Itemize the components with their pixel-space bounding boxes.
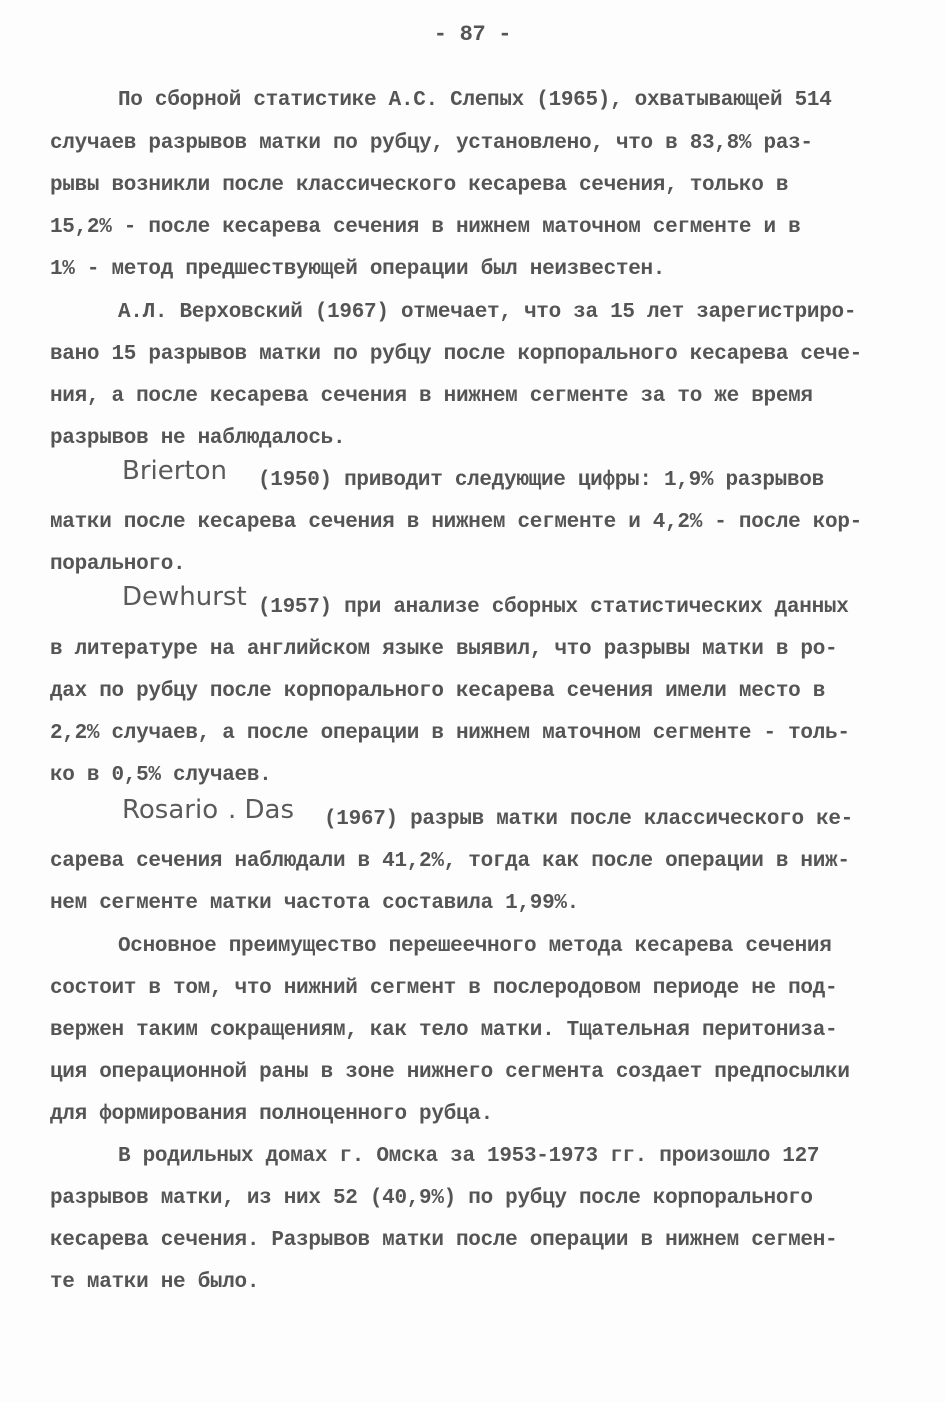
text-line: (1967) разрыв матки после классического ке- xyxy=(324,808,853,831)
handwritten-name: Brierton xyxy=(122,456,228,486)
text-line: А.Л. Верховский (1967) отмечает, что за 15 лет зарегистриро- xyxy=(118,301,857,324)
text-line: вержен таким сокращениям, как тело матки. Тщательная перитониза- xyxy=(50,1019,838,1042)
text-line: матки после кесарева сечения в нижнем сегменте и 4,2% - после кор- xyxy=(50,511,862,534)
text-line: в литературе на английском языке выявил, что разрывы матки в ро- xyxy=(50,638,838,661)
page-number: - 87 - xyxy=(433,22,512,47)
text-line: состоит в том, что нижний сегмент в послеродовом периоде не под- xyxy=(50,977,838,1000)
text-line: 1% - метод предшествующей операции был неизвестен. xyxy=(50,258,666,281)
handwritten-name: Rosario xyxy=(122,795,219,825)
text-line: (1957) при анализе сборных статистических данных xyxy=(258,596,849,619)
text-line: Основное преимущество перешеечного метода кесарева сечения xyxy=(118,935,832,958)
text-line: 2,2% случаев, а после операции в нижнем маточном сегменте - толь- xyxy=(50,722,850,745)
text-line: ция операционной раны в зоне нижнего сегмента создает предпосылки xyxy=(50,1061,850,1084)
text-line: те матки не было. xyxy=(50,1271,260,1294)
text-line: (1950) приводит следующие цифры: 1,9% разрывов xyxy=(258,469,824,492)
text-line: разрывов не наблюдалось. xyxy=(50,427,346,450)
text-line: По сборной статистике А.С. Слепых (1965), охватывающей 514 xyxy=(118,89,832,112)
text-line: нем сегменте матки частота составила 1,99%. xyxy=(50,892,579,915)
text-line: кесарева сечения. Разрывов матки после операции в нижнем сегмен- xyxy=(50,1229,838,1252)
text-line: порального. xyxy=(50,553,186,576)
text-line: случаев разрывов матки по рубцу, установлено, что в 83,8% раз- xyxy=(50,132,813,155)
text-line: дах по рубцу после корпорального кесарева сечения имели место в xyxy=(50,680,826,703)
text-line: 15,2% - после кесарева сечения в нижнем маточном сегменте и в xyxy=(50,216,801,239)
handwritten-name: . Das xyxy=(228,795,295,825)
text-line: В родильных домах г. Омска за 1953-1973 гг. произошло 127 xyxy=(118,1145,820,1168)
text-line: для формирования полноценного рубца. xyxy=(50,1103,493,1126)
text-line: рывы возникли после классического кесарева сечения, только в xyxy=(50,174,789,197)
text-line: разрывов матки, из них 52 (40,9%) по рубцу после корпорального xyxy=(50,1187,813,1210)
handwritten-name: Dewhurst xyxy=(122,582,247,612)
text-line: сарева сечения наблюдали в 41,2%, тогда как после операции в ниж- xyxy=(50,850,850,873)
text-line: ния, а после кесарева сечения в нижнем сегменте за то же время xyxy=(50,385,813,408)
text-line: ко в 0,5% случаев. xyxy=(50,764,272,787)
text-line: вано 15 разрывов матки по рубцу после корпорального кесарева сече- xyxy=(50,343,862,366)
